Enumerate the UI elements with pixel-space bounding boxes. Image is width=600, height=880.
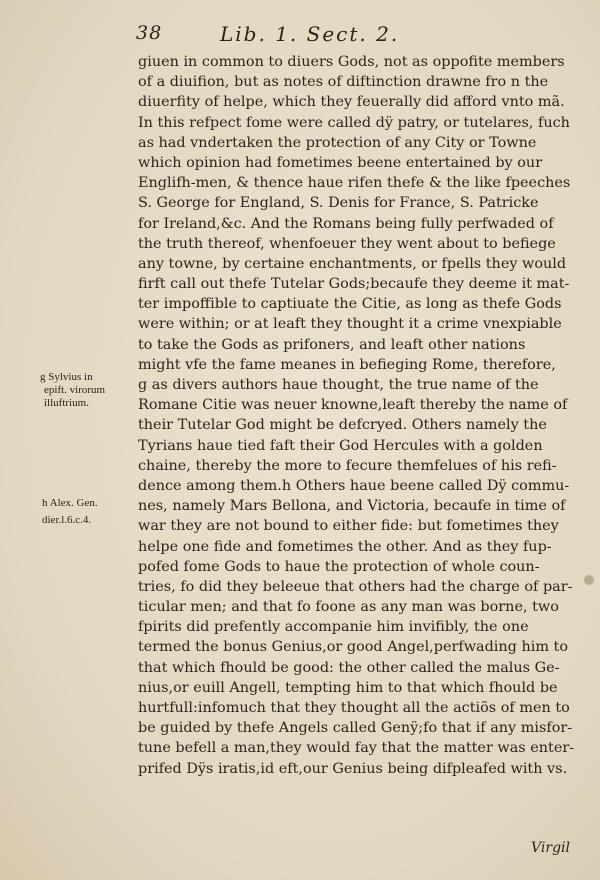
text-line: Tyrians haue tied faft their God Hercules with a golden — [138, 437, 543, 454]
text-line: for Ireland,&c. And the Romans being fully perfwaded of — [138, 215, 554, 232]
text-line: their Tutelar God might be defcryed. Others namely the — [138, 417, 547, 434]
text-line: to take the Gods as prifoners, and leaft other nations — [138, 336, 526, 353]
text-line: that which fhould be good: the other called the malus Ge- — [138, 659, 560, 676]
margin-note-h-line-2: dier.l.6.c.4. — [42, 514, 92, 526]
text-line: be guided by thefe Angels called Genÿ;fo that if any misfor- — [138, 720, 573, 737]
margin-note-g-line-2: epift. virorum — [44, 384, 106, 396]
text-line: pofed fome Gods to haue the protection of whole coun- — [138, 558, 540, 575]
text-line: ter impoffible to captiuate the Citie, as long as thefe Gods — [138, 296, 562, 313]
text-line: war they are not bound to either fide: but fometimes they — [138, 518, 559, 535]
margin-notes — [0, 0, 138, 880]
text-line: any towne, by certaine enchantments, or fpells they would — [138, 255, 567, 272]
text-line: nes, namely Mars Bellona, and Victoria, becaufe in time of — [138, 498, 566, 515]
text-line: which opinion had fometimes beene entertained by our — [138, 154, 543, 171]
text-line: Englifh-men, & thence haue rifen thefe & the like fpeeches — [138, 175, 571, 192]
page-number: 38 — [136, 22, 163, 44]
text-line: firft call out thefe Tutelar Gods;becaufe they deeme it mat- — [138, 276, 570, 293]
text-line: termed the bonus Genius,or good Angel,perfwading him to — [138, 639, 568, 656]
text-line: S. George for England, S. Denis for France, S. Patricke — [138, 195, 539, 212]
text-line: chaine, thereby the more to fecure themfelues of his refi- — [138, 457, 557, 474]
text-line: of a diuifion, but as notes of diftinction drawne fro n the — [138, 74, 549, 91]
body-text — [138, 52, 576, 779]
text-line: tune befell a man,they would fay that the matter was enter- — [138, 740, 575, 757]
paper-stain — [584, 575, 594, 585]
running-head: Lib. 1. Sect. 2. — [220, 22, 400, 46]
text-line: ticular men; and that fo foone as any man was borne, two — [138, 599, 559, 616]
margin-note-g-line-1: g Sylvius in — [40, 371, 93, 383]
text-line: as had vndertaken the protection of any City or Towne — [138, 134, 537, 151]
text-line: prifed Dÿs iratis,id eft,our Genius being difpleafed with vs. — [138, 760, 568, 777]
text-line: hurtfull:infomuch that they thought all the actiõs of men to — [138, 700, 570, 716]
text-line: tries, fo did they beleeue that others had the charge of par- — [138, 578, 573, 595]
text-line: the truth thereof, whenfoeuer they went about to befiege — [138, 235, 556, 252]
text-line: diuerfity of helpe, which they feuerally did afford vnto mã. — [138, 94, 565, 111]
margin-note-h-line-1: h Alex. Gen. — [42, 497, 98, 509]
text-line: dence among them.h Others haue beene called Dÿ commu- — [138, 477, 570, 494]
text-line: helpe one fide and fometimes the other. And as they fup- — [138, 538, 552, 555]
text-line: Romane Citie was neuer knowne,leaft thereby the name of — [138, 397, 568, 414]
text-line: fpirits did prefently accompanie him invifibly, the one — [138, 619, 529, 636]
catchword: Virgil — [531, 840, 570, 856]
text-line: might vfe the fame meanes in befieging Rome, therefore, — [138, 356, 556, 373]
text-line: nius,or euill Angell, tempting him to that which fhould be — [138, 679, 558, 696]
text-line: giuen in common to diuers Gods, not as oppofite members — [138, 54, 565, 70]
margin-note-g-line-3: illuftrium. — [44, 397, 89, 409]
text-line: g as divers authors haue thought, the true name of the — [138, 377, 539, 393]
text-line: In this refpect fome were called dÿ patry, or tutelares, fuch — [138, 114, 570, 131]
text-line: were within; or at leaft they thought it a crime vnexpiable — [138, 316, 562, 333]
